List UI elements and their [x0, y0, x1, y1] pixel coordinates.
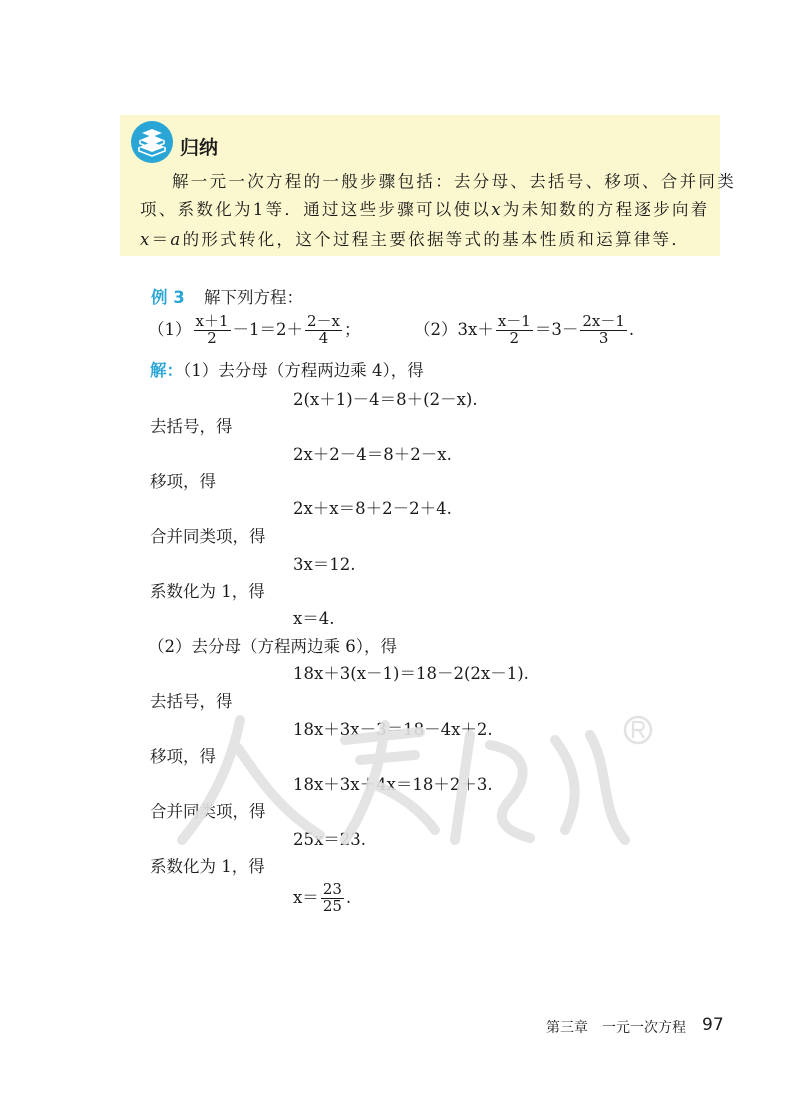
- footer-chapter: 第三章 一元一次方程: [546, 1020, 686, 1036]
- equation: 25x＝23.: [293, 830, 367, 849]
- example-prompt: 解下列方程：: [203, 288, 303, 307]
- problem-2: （2）3x＋ $\frac{x-1}{2}$ ＝3－ $\frac{2x-1}{3}$ .: [414, 312, 635, 347]
- publisher-watermark-icon: [170, 700, 660, 860]
- solution-part-2-intro: （2）去分母（方程两边乘 6），得: [148, 637, 397, 656]
- equation: 2x＋2－4＝8＋2－x.: [293, 445, 452, 464]
- fraction: $\frac{x+1}{2}$: [195, 312, 229, 347]
- equation: 18x＋3x－3＝18－4x＋2.: [293, 720, 493, 739]
- equation: 18x＋3(x－1)＝18－2(2x－1).: [293, 664, 529, 683]
- summary-title: 归纳: [180, 137, 219, 159]
- summary-line-1: 解一元一次方程的一般步骤包括：去分母、去括号、移项、合并同类: [172, 172, 736, 191]
- step-label: 移项，得: [150, 472, 216, 491]
- problem-1: （1） $\frac{x+1}{2}$ －1＝2＋ $\frac{2-x}{4}$ ；: [148, 312, 361, 347]
- books-icon: [130, 120, 174, 164]
- fraction: $\frac{2x-1}{3}$: [582, 312, 625, 347]
- step-label: 去括号，得: [150, 417, 233, 436]
- step-label: 合并同类项，得: [150, 527, 266, 546]
- equation: x＝4.: [293, 609, 335, 628]
- example-label: 例 3: [151, 288, 185, 307]
- equation: 18x＋3x＋4x＝18＋2＋3.: [293, 775, 493, 794]
- step-label: 系数化为 1，得: [150, 857, 265, 876]
- fraction: $\frac{x-1}{2}$: [497, 312, 531, 347]
- equation: 3x＝12.: [293, 555, 356, 574]
- equation-final: x＝ $\frac{23}{25}$ .: [293, 880, 352, 915]
- summary-line-3: x＝a的形式转化，这个过程主要依据等式的基本性质和运算律等．: [140, 230, 691, 249]
- summary-line-2: 项、系数化为1等．通过这些步骤可以使以x为未知数的方程逐步向着: [140, 200, 710, 219]
- fraction: $\frac{23}{25}$: [322, 880, 342, 915]
- solution-label: 解：: [150, 361, 183, 380]
- example-heading: [151, 284, 303, 308]
- solution-part-1-intro: 解：（1）去分母（方程两边乘 4），得: [150, 361, 424, 380]
- page-number: 97: [702, 1015, 724, 1035]
- step-label: 移项，得: [150, 747, 216, 766]
- fraction: $\frac{2-x}{4}$: [307, 312, 341, 347]
- equation: 2(x＋1)－4＝8＋(2－x).: [293, 390, 478, 409]
- step-label: 去括号，得: [150, 692, 233, 711]
- step-label: 合并同类项，得: [150, 802, 266, 821]
- step-label: 系数化为 1，得: [150, 582, 265, 601]
- equation: 2x＋x＝8＋2－2＋4.: [293, 499, 452, 518]
